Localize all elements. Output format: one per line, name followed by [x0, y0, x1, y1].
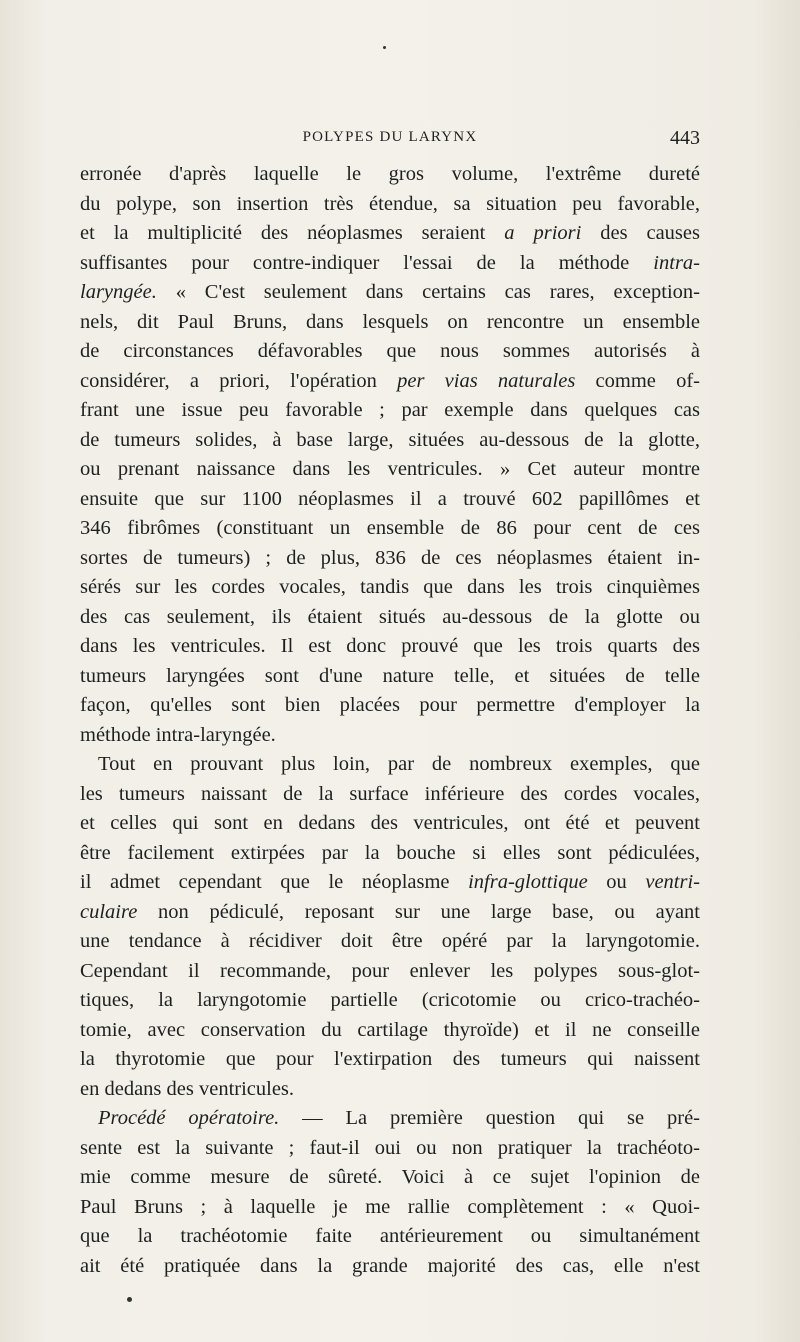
text-line	[80, 868, 700, 898]
text-run: — La première question qui se pré-	[279, 1107, 700, 1129]
text-line	[80, 1193, 700, 1223]
text-run: que la trachéotomie faite antérieurement ou simultanément	[80, 1225, 700, 1247]
text-run: dans les ventricules. Il est donc prouvé que les trois quarts des	[80, 635, 700, 657]
text-run: erronée d'après laquelle le gros volume, l'extrême dureté	[80, 163, 700, 185]
text-line	[80, 160, 700, 190]
body-text	[80, 160, 700, 1281]
text-run: en dedans des ventricules.	[80, 1077, 295, 1100]
text-run: Cependant il recommande, pour enlever les polypes sous-glot-	[80, 959, 700, 982]
italic-text: per vias naturales	[397, 369, 576, 392]
print-speck	[127, 1297, 132, 1302]
text-run: sortes de tumeurs) ; de plus, 836 de ces néoplasmes étaient in-	[80, 546, 700, 569]
text-line	[80, 603, 700, 633]
text-run: considérer, a priori, l'opération	[80, 369, 398, 392]
text-run: sente est la suivante ; faut-il oui ou non pratiquer la trachéoto-	[80, 1136, 700, 1159]
text-run: Paul Bruns ; à laquelle je me rallie complètement : « Quoi-	[80, 1195, 700, 1218]
text-line	[80, 249, 700, 279]
text-line	[80, 957, 700, 987]
text-run: et celles qui sont en dedans des ventricules, ont été et peuvent	[80, 812, 700, 834]
text-line	[80, 337, 700, 367]
text-line	[80, 455, 700, 485]
text-line	[80, 721, 700, 751]
text-run: sérés sur les cordes vocales, tandis que dans les trois cinquièmes	[80, 576, 700, 598]
text-line	[80, 809, 700, 839]
text-run: ou prenant naissance dans les ventricules. » Cet auteur montre	[80, 458, 700, 480]
text-line	[80, 278, 700, 308]
text-run: être facilement extirpées par la bouche si elles sont pédiculées,	[80, 841, 700, 864]
text-line	[80, 898, 700, 928]
text-line	[80, 691, 700, 721]
text-line	[80, 219, 700, 249]
text-run: ait été pratiquée dans la grande majorité des cas, elle n'est	[80, 1254, 700, 1277]
text-run: de circonstances défavorables que nous sommes autorisés à	[80, 340, 700, 362]
text-line	[80, 632, 700, 662]
text-line	[80, 485, 700, 515]
text-run: 346 fibrômes (constituant un ensemble de 86 pour cent de ces	[80, 517, 700, 539]
text-run: Tout en prouvant plus loin, par de nombreux exemples, que	[98, 753, 700, 775]
running-title: POLYPES DU LARYNX	[302, 129, 478, 145]
text-line	[80, 986, 700, 1016]
text-line	[80, 1222, 700, 1252]
text-run: méthode intra-laryngée.	[80, 723, 276, 746]
italic-text: infra-glottique	[468, 871, 588, 893]
text-run: du polype, son insertion très étendue, sa situation peu favorable,	[80, 192, 700, 215]
text-run: non pédiculé, reposant sur une large base, ou ayant	[137, 900, 700, 923]
text-line	[80, 544, 700, 574]
text-run: tomie, avec conservation du cartilage thyroïde) et il ne conseille	[80, 1018, 700, 1041]
text-line	[80, 1104, 700, 1134]
text-line	[80, 367, 700, 397]
text-run: comme of-	[575, 369, 700, 392]
text-line	[80, 573, 700, 603]
text-run: des cas seulement, ils étaient situés au-dessous de la glotte ou	[80, 605, 700, 628]
text-line	[80, 1075, 700, 1105]
text-run: la thyrotomie que pour l'extirpation des tumeurs qui naissent	[80, 1048, 700, 1070]
text-run: nels, dit Paul Bruns, dans lesquels on rencontre un ensemble	[80, 310, 700, 333]
italic-text: laryngée.	[80, 281, 157, 303]
text-run: frant une issue peu favorable ; par exemple dans quelques cas	[80, 399, 700, 421]
text-line	[80, 1134, 700, 1164]
text-run: des causes	[581, 222, 700, 244]
text-line	[80, 514, 700, 544]
text-line	[80, 839, 700, 869]
text-run: mie comme mesure de sûreté. Voici à ce sujet l'opinion de	[80, 1166, 700, 1188]
text-line	[80, 780, 700, 810]
text-run: ou	[587, 871, 646, 893]
text-line	[80, 1016, 700, 1046]
text-run: tumeurs laryngées sont d'une nature telle, et situées de telle	[80, 664, 700, 687]
text-line	[80, 308, 700, 338]
text-run: suffisantes pour contre-indiquer l'essai de la méthode	[80, 251, 654, 274]
text-line	[80, 396, 700, 426]
text-line	[80, 190, 700, 220]
text-run: « C'est seulement dans certains cas rares, exception-	[156, 281, 700, 303]
text-run: de tumeurs solides, à base large, situées au-dessous de la glotte,	[80, 428, 700, 451]
text-run: et la multiplicité des néoplasmes seraient	[80, 222, 505, 244]
italic-text: a priori	[504, 222, 582, 244]
text-run: une tendance à récidiver doit être opéré par la laryngotomie.	[80, 930, 700, 952]
page-number: 443	[670, 127, 700, 149]
text-line	[80, 927, 700, 957]
text-run: il admet cependant que le néoplasme	[80, 871, 469, 893]
italic-text: culaire	[80, 900, 138, 923]
text-run: tiques, la laryngotomie partielle (cricotomie ou crico-trachéo-	[80, 989, 700, 1011]
text-line	[80, 426, 700, 456]
print-speck	[383, 46, 386, 49]
text-run: les tumeurs naissant de la surface inférieure des cordes vocales,	[80, 782, 700, 805]
text-line	[80, 662, 700, 692]
text-run: ensuite que sur 1100 néoplasmes il a trouvé 602 papillômes et	[80, 487, 700, 510]
italic-text: ventri-	[645, 871, 700, 893]
text-line	[80, 750, 700, 780]
running-head	[80, 127, 700, 151]
text-line	[80, 1045, 700, 1075]
italic-text: Procédé opératoire.	[98, 1107, 280, 1129]
text-run: façon, qu'elles sont bien placées pour permettre d'employer la	[80, 694, 700, 716]
italic-text: intra-	[653, 251, 700, 274]
text-line	[80, 1252, 700, 1282]
text-line	[80, 1163, 700, 1193]
